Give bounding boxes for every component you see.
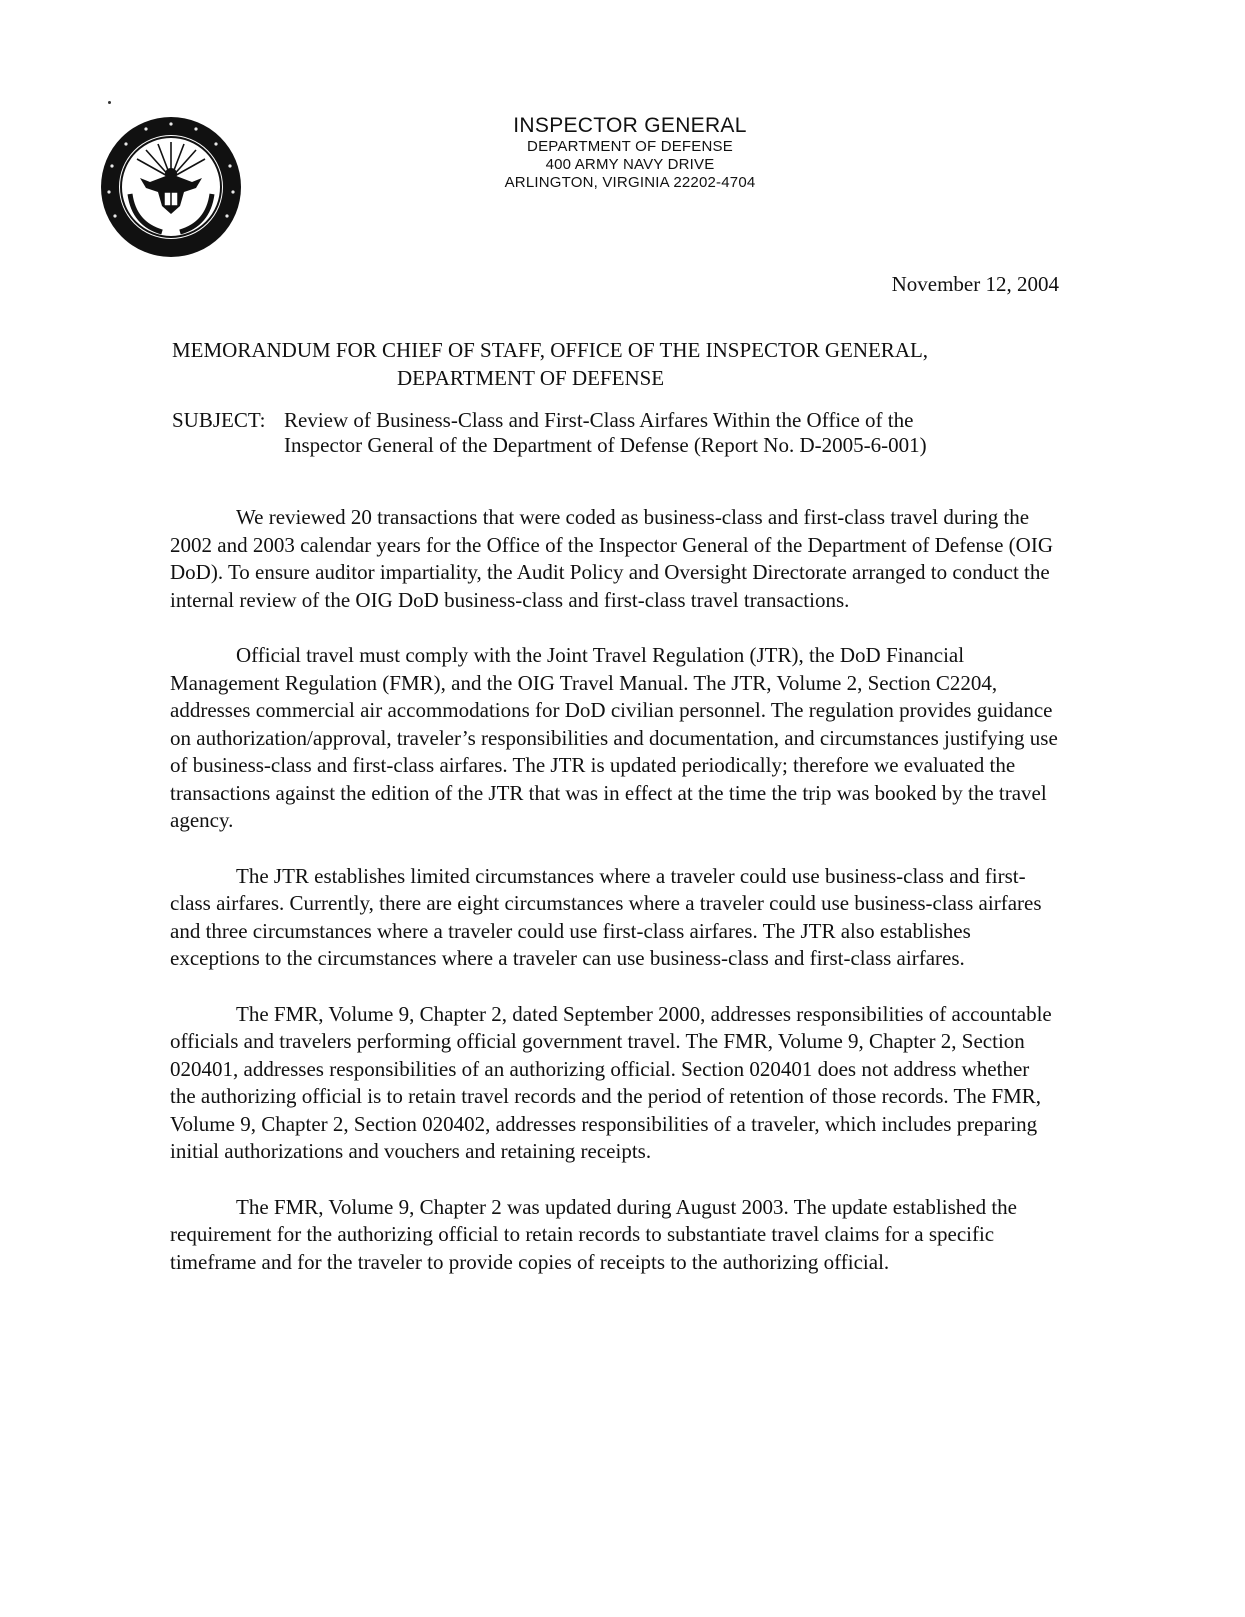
memorandum-line-1: MEMORANDUM FOR CHIEF OF STAFF, OFFICE OF THE INSPECTOR GENERAL, [172,338,929,362]
body-paragraph: The FMR, Volume 9, Chapter 2 was updated during August 2003. The update established the requirement for the authorizing official to retain records to substantiate travel claims for a specific timeframe and for the traveler to provide copies of receipts to the authorizing official. [170,1194,1017,1274]
memo-body [170,504,1060,1304]
body-paragraph: We reviewed 20 transactions that were coded as business-class and first-class travel during the 2002 and 2003 calendar years for the Office of the Inspector General of the Department of Defense (OIG DoD). To ensure auditor impartiality, the Audit Policy and Oversight Directorate arranged to conduct the internal review of the OIG DoD business-class and first-class travel transactions. [170,505,1053,612]
memo-date: November 12, 2004 [891,272,1059,296]
body-paragraph: The JTR establishes limited circumstances where a traveler could use business-class and first-class airfares. Currently, there are eight circumstances where a traveler could use business-class airfares and three circumstances where a traveler could use first-class airfares. The JTR also establishes exceptions to the circumstances where a traveler can use business-class and first-class airfares. [170,863,1042,970]
letterhead-organization: INSPECTOR GENERAL [513,114,747,137]
letterhead-city: ARLINGTON, VIRGINIA 22202-4704 [504,174,756,191]
letterhead-street: 400 ARMY NAVY DRIVE [545,156,715,173]
letterhead [470,114,790,192]
dod-seal-icon [100,116,242,258]
scan-speck [108,101,111,104]
subject-line-2: Inspector General of the Department of Defense (Report No. D-2005-6-001) [284,433,927,457]
subject-label: SUBJECT: [172,408,266,432]
body-paragraph: Official travel must comply with the Joint Travel Regulation (JTR), the DoD Financial Management Regulation (FMR), and the OIG Travel Manual. The JTR, Volume 2, Section C2204, addresses commercial air accommodations for DoD civilian personnel. The regulation provides guidance on authorization/approval, traveler’s responsibilities and documentation, and circumstances justifying use of business-class and first-class airfares. The JTR is updated periodically; therefore we evaluated the transactions against the edition of the JTR that was in effect at the time the trip was booked by the travel agency. [170,643,1058,832]
subject-block [172,408,1072,458]
subject-line-1: Review of Business-Class and First-Class Airfares Within the Office of the [284,408,914,432]
memorandum-addressee [172,336,1072,392]
memorandum-line-2: DEPARTMENT OF DEFENSE [397,366,665,390]
body-paragraph: The FMR, Volume 9, Chapter 2, dated September 2000, addresses responsibilities of accountable officials and travelers performing official government travel. The FMR, Volume 9, Chapter 2, Section 020401, addresses responsibilities of an authorizing official. Section 020401 does not address whether the authorizing official is to retain travel records and the period of retention of those records. The FMR, Volume 9, Chapter 2, Section 020402, addresses responsibilities of a traveler, which includes preparing initial authorizations and vouchers and retaining receipts. [170,1001,1052,1163]
letterhead-department: DEPARTMENT OF DEFENSE [527,138,733,155]
